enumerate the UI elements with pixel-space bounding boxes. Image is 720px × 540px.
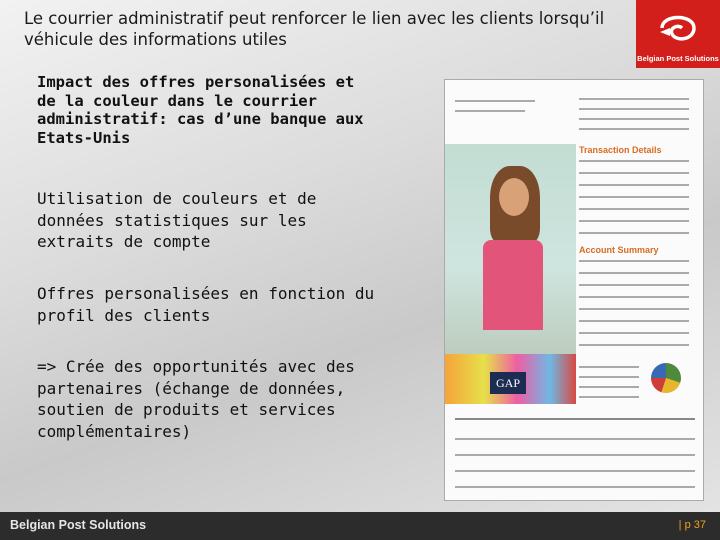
bank-statement-image: [444, 79, 704, 501]
model-photo: [445, 144, 576, 369]
impact-heading: Impact des offres personalisées et de la couleur dans le courrier administratif: cas d’une banque aux Etats-Unis: [37, 73, 364, 147]
logo-label: Belgian Post Solutions: [637, 54, 719, 63]
category-pie-icon: [651, 363, 681, 393]
bullet-paragraph: Offres personalisées en fonction du profil des clients: [37, 284, 375, 325]
footer-bar: [0, 512, 720, 540]
footer-brand: Belgian Post Solutions: [10, 518, 147, 532]
page-number: | p 37: [678, 519, 706, 531]
bullet-paragraph: Utilisation de couleurs et de données statistiques sur les extraits de compte: [37, 189, 317, 251]
post-horn-icon: [656, 6, 700, 50]
company-logo: [636, 0, 720, 68]
statement-section-title: Transaction Details: [579, 145, 662, 155]
statement-section-title: Account Summary: [579, 245, 659, 255]
bullet-paragraph: => Crée des opportunités avec des partenaires (échange de données, soutien de produits et services complémentaires): [37, 357, 355, 441]
ad-brand-logo: GAP: [490, 372, 526, 394]
slide-title: Le courrier administratif peut renforcer le lien avec les clients lorsqu’il véhicule des informations utiles: [24, 9, 605, 49]
